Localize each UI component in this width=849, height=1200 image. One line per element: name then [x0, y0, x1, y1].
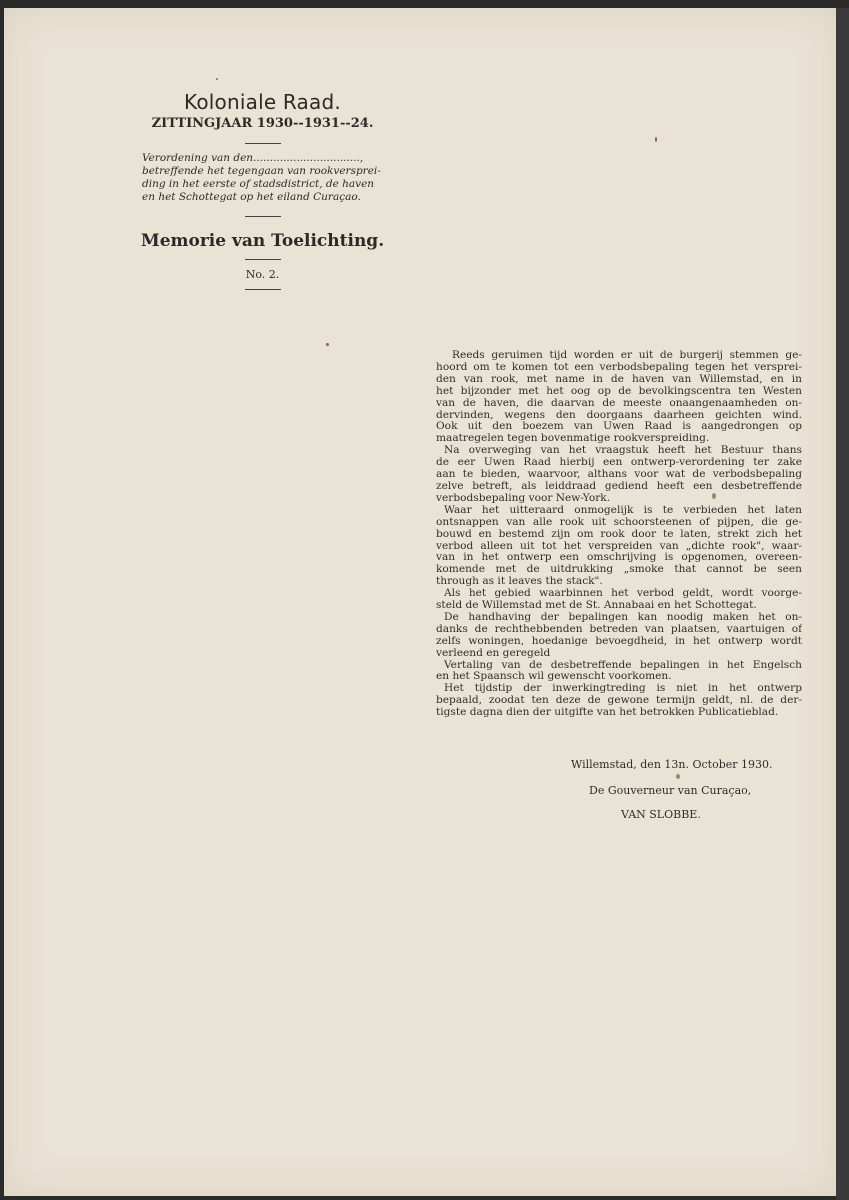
text-line: Het tijdstip der inwerkingtreding is niet in het ontwerp	[444, 683, 802, 695]
text-line: De handhaving der bepalingen kan noodig maken het on-	[444, 611, 802, 623]
text-line: steld de Willemstad met de St. Annabaai en het Schottegat.	[436, 600, 757, 612]
text-line: het bijzonder met het oog op de bevolkingscentra ten Westen	[436, 385, 802, 397]
text-line: tigste dagna dien der uitgifte van het betrokken Publicatieblad.	[436, 707, 779, 719]
paper-stain	[712, 493, 716, 499]
text-line: van in het ontwerp een omschrijving is opgenomen, overeen-	[436, 552, 802, 564]
scan-edge	[836, 8, 849, 1200]
text-line: danks de rechthebbenden betreden van plaatsen, vaartuigen of	[436, 623, 802, 635]
text-line: through as it leaves the stack".	[436, 576, 603, 588]
text-line: ontsnappen van alle rook uit schoorsteenen of pijpen, die ge-	[436, 516, 802, 528]
text-line: komende met de uitdrukking „smoke that cannot be seen	[436, 564, 802, 576]
text-line: de eer Uwen Raad hierbij een ontwerp-verordening ter zake	[436, 457, 802, 469]
paper-speck	[216, 78, 218, 80]
text-line: hoord om te komen tot een verbodsbepaling tegen het versprei-	[436, 361, 802, 373]
text-line: verleend en geregeld	[436, 647, 551, 659]
text-line: zelfs woningen, hoedanige bevoegdheid, in het ontwerp wordt	[436, 635, 802, 647]
divider	[245, 143, 281, 144]
council-title: Koloniale Raad.	[184, 90, 341, 114]
text-line: aan te bieden, waarvoor, althans voor wat de verbodsbepaling	[436, 469, 802, 481]
text-line: verbod alleen uit tot het verspreiden van „dichte rook", waar-	[436, 540, 802, 552]
text-line: Waar het uitteraard onmogelijk is te verbieden het laten	[444, 504, 802, 516]
text-line: Vertaling van de desbetreffende bepalingen in het Engelsch	[444, 659, 802, 671]
text-line: verbodsbepaling voor New-York.	[436, 492, 611, 504]
document-header	[130, 90, 395, 290]
document-number: No. 2.	[245, 268, 280, 281]
ordinance-subject	[142, 152, 387, 204]
subject-line: ding in het eerste of stadsdistrict, de haven	[142, 178, 375, 190]
session-year: ZITTINGJAAR 1930--1931--24.	[151, 116, 374, 131]
divider	[245, 289, 281, 290]
divider	[245, 259, 281, 260]
signatory-name: VAN SLOBBE.	[621, 808, 701, 821]
subject-line: Verordening van den................................,	[142, 152, 364, 164]
place-and-date: Willemstad, den 13n. October 1930.	[571, 758, 773, 771]
text-line: Als het gebied waarbinnen het verbod geldt, wordt voorge-	[444, 588, 802, 600]
text-line: den van rook, met name in de haven van Willemstad, en in	[436, 373, 802, 385]
divider	[245, 216, 281, 217]
paper-speck	[655, 137, 657, 142]
text-line: dervinden, wegens den doorgaans daarheen geichten wind.	[436, 409, 802, 421]
text-line: bouwd en bestemd zijn om rook door te laten, strekt zich het	[436, 528, 802, 540]
subject-line: en het Schottegat op het eiland Curaçao.	[142, 191, 361, 203]
text-line: en het Spaansch wil gewenscht voorkomen.	[436, 671, 672, 683]
text-line: Reeds geruimen tijd worden er uit de burgerij stemmen ge-	[452, 350, 802, 361]
text-line: van de haven, die daarvan de meeste onaangenaamheden on-	[436, 397, 802, 409]
memorie-heading: Memorie van Toelichting.	[140, 231, 385, 251]
text-line: zelve betreft, als leiddraad gediend heeft een desbetreffende	[436, 480, 802, 492]
paper-speck	[326, 343, 329, 346]
paper-stain	[676, 774, 680, 779]
explanatory-text	[436, 350, 802, 719]
governor-title: De Gouverneur van Curaçao,	[589, 784, 752, 797]
text-line: Na overweging van het vraagstuk heeft het Bestuur thans	[444, 445, 802, 457]
text-line: maatregelen tegen bovenmatige rookverspreiding.	[436, 433, 710, 445]
text-line: Ook uit den boezem van Uwen Raad is aangedrongen op	[436, 421, 802, 433]
subject-line: betreffende het tegengaan van rookversprei-	[142, 165, 381, 177]
text-line: bepaald, zoodat ten deze de gewone termijn geldt, nl. de der-	[436, 695, 802, 707]
